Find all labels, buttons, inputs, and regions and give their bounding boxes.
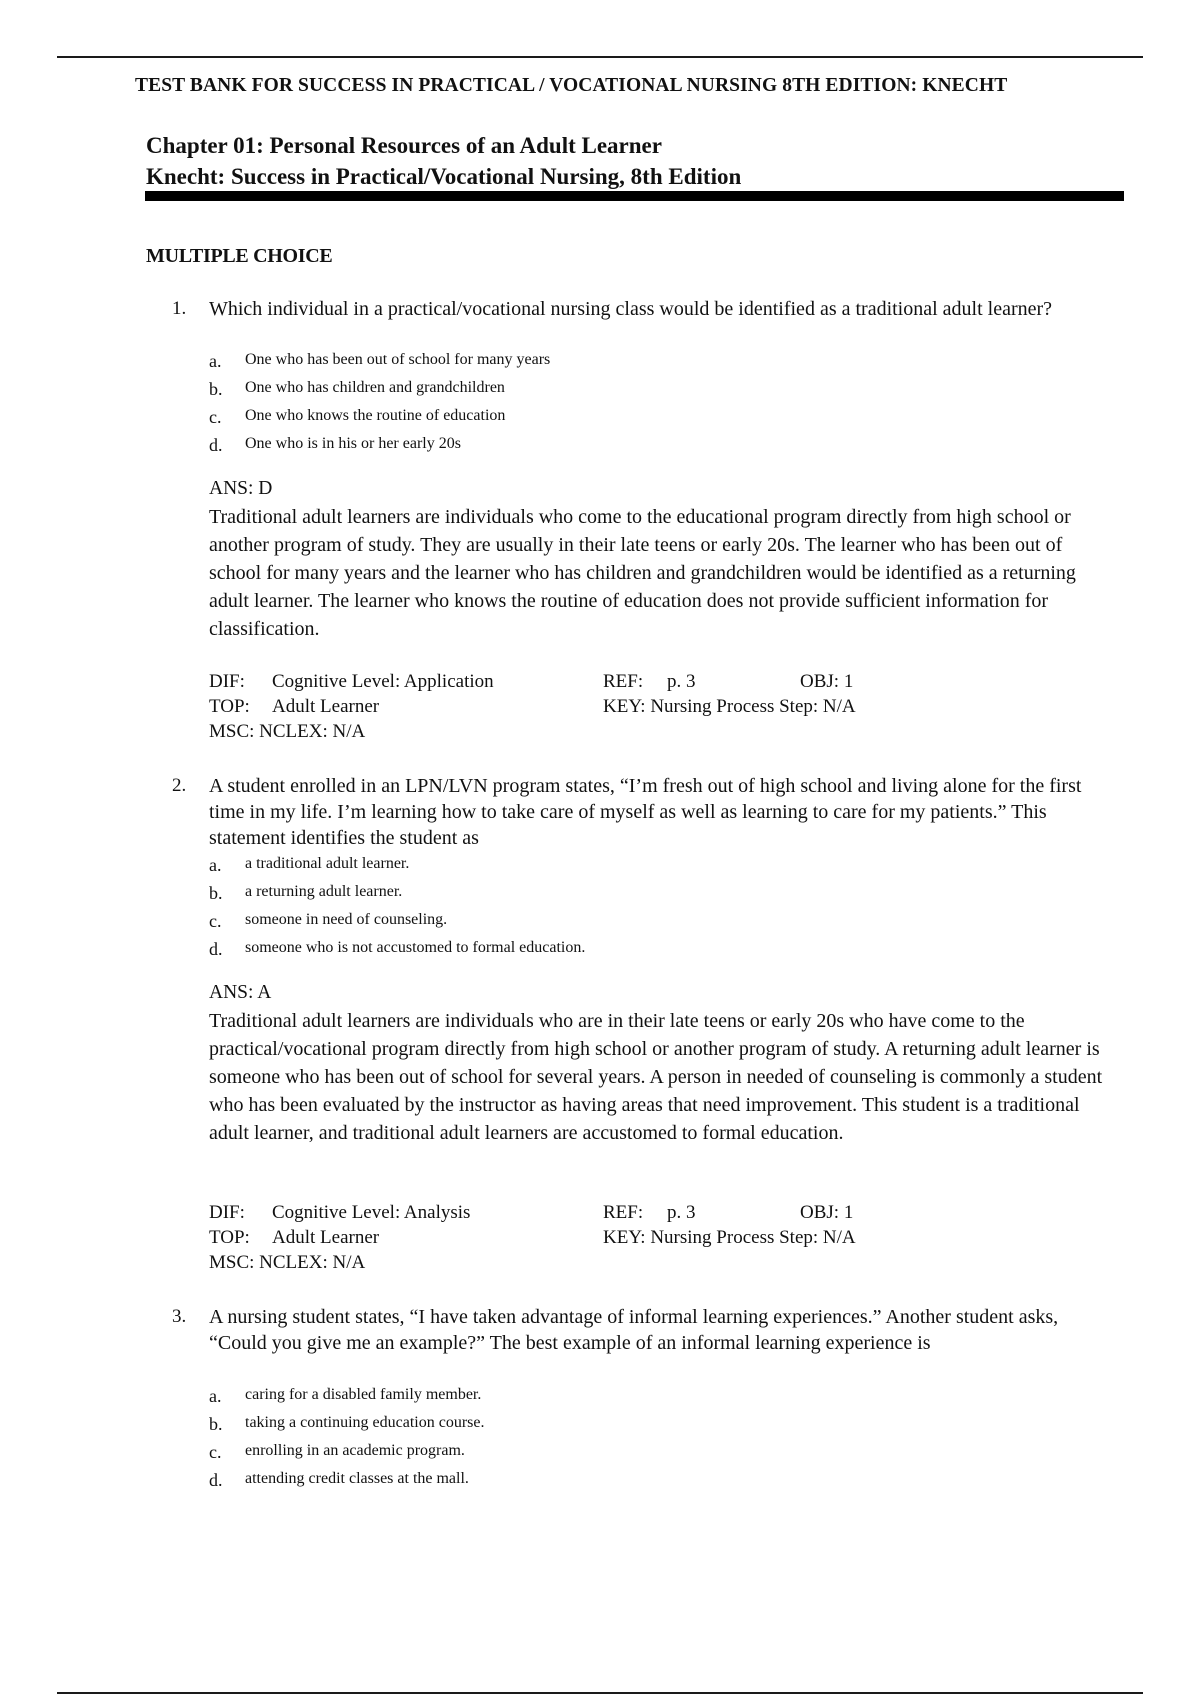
- dif-label: DIF:: [209, 1202, 245, 1223]
- option-label: c.: [209, 911, 222, 931]
- heading-rule: [145, 191, 1124, 201]
- obj-value: OBJ: 1: [800, 671, 854, 692]
- option-label: a.: [209, 351, 222, 371]
- top-label: TOP:: [209, 696, 250, 717]
- option-text: someone who is not accustomed to formal education.: [245, 939, 586, 956]
- ref-label: REF:: [603, 1202, 644, 1223]
- option-label: b.: [209, 883, 223, 903]
- option-label: d.: [209, 1470, 223, 1490]
- option-text: enrolling in an academic program.: [245, 1442, 465, 1459]
- dif-value: Cognitive Level: Analysis: [272, 1202, 471, 1223]
- top-label: TOP:: [209, 1227, 250, 1248]
- question-stem: A student enrolled in an LPN/LVN program states, “I’m fresh out of high school and living alone for the first time in my life. I’m learning how to take care of myself as well as learning to care for my patients.” This statement identifies the student as: [209, 775, 1082, 849]
- ref-value: p. 3: [667, 1202, 696, 1223]
- rationale: Traditional adult learners are individuals who come to the educational program directly from high school or another program of study. They are usually in their late teens or early 20s. The learner who has been out of school for many years and the learner who has children and grandchildren would be identified as a returning adult learner. The learner who knows the routine of education does not provide sufficient information for classification.: [209, 506, 1076, 640]
- ref-value: p. 3: [667, 671, 696, 692]
- question-stem: Which individual in a practical/vocational nursing class would be identified as a traditional adult learner?: [209, 298, 1053, 320]
- top-value: Adult Learner: [272, 696, 380, 717]
- option-text: attending credit classes at the mall.: [245, 1470, 469, 1487]
- question-number: 1.: [172, 298, 187, 319]
- obj-value: OBJ: 1: [800, 1202, 854, 1223]
- running-head: TEST BANK FOR SUCCESS IN PRACTICAL / VOCATIONAL NURSING 8TH EDITION: KNECHT: [135, 75, 1008, 96]
- chapter-title: Chapter 01: Personal Resources of an Adult Learner: [146, 133, 662, 158]
- option-text: taking a continuing education course.: [245, 1414, 485, 1431]
- option-label: d.: [209, 939, 223, 959]
- chapter-heading: [146, 130, 1126, 192]
- option-label: b.: [209, 1414, 223, 1434]
- option-label: b.: [209, 379, 223, 399]
- option-label: c.: [209, 407, 222, 427]
- option-text: a returning adult learner.: [245, 883, 403, 900]
- key-value: KEY: Nursing Process Step: N/A: [603, 1227, 856, 1248]
- option-text: someone in need of counseling.: [245, 911, 448, 928]
- option-text: One who is in his or her early 20s: [245, 435, 461, 452]
- bottom-rule: [57, 1692, 1143, 1694]
- answer: ANS: D: [209, 478, 273, 499]
- option-text: caring for a disabled family member.: [245, 1386, 482, 1403]
- dif-value: Cognitive Level: Application: [272, 671, 494, 692]
- msc-value: MSC: NCLEX: N/A: [209, 721, 366, 742]
- option-text: One who knows the routine of education: [245, 407, 506, 424]
- dif-label: DIF:: [209, 671, 245, 692]
- question-stem: A nursing student states, “I have taken advantage of informal learning experiences.” Another student asks, “Could you give me an example?” The best example of an informal learning experience is: [209, 1306, 1059, 1354]
- option-text: One who has children and grandchildren: [245, 379, 505, 396]
- answer: ANS: A: [209, 982, 272, 1003]
- option-label: a.: [209, 855, 222, 875]
- question-number: 2.: [172, 775, 187, 796]
- option-label: d.: [209, 435, 223, 455]
- msc-value: MSC: NCLEX: N/A: [209, 1252, 366, 1273]
- top-rule: [57, 56, 1143, 58]
- ref-label: REF:: [603, 671, 644, 692]
- option-text: One who has been out of school for many years: [245, 351, 551, 368]
- option-label: a.: [209, 1386, 222, 1406]
- top-value: Adult Learner: [272, 1227, 380, 1248]
- section-heading: MULTIPLE CHOICE: [146, 245, 333, 267]
- option-label: c.: [209, 1442, 222, 1462]
- option-text: a traditional adult learner.: [245, 855, 410, 872]
- book-title: Knecht: Success in Practical/Vocational Nursing, 8th Edition: [146, 164, 742, 189]
- question-number: 3.: [172, 1306, 187, 1327]
- rationale: Traditional adult learners are individuals who are in their late teens or early 20s who have come to the practical/vocational program directly from high school or another program of study. A returning adult learner is someone who has been out of school for several years. A person in needed of counseling is commonly a student who has been evaluated by the instructor as having areas that need improvement. This student is a traditional adult learner, and traditional adult learners are accustomed to formal education.: [209, 1010, 1103, 1144]
- key-value: KEY: Nursing Process Step: N/A: [603, 696, 856, 717]
